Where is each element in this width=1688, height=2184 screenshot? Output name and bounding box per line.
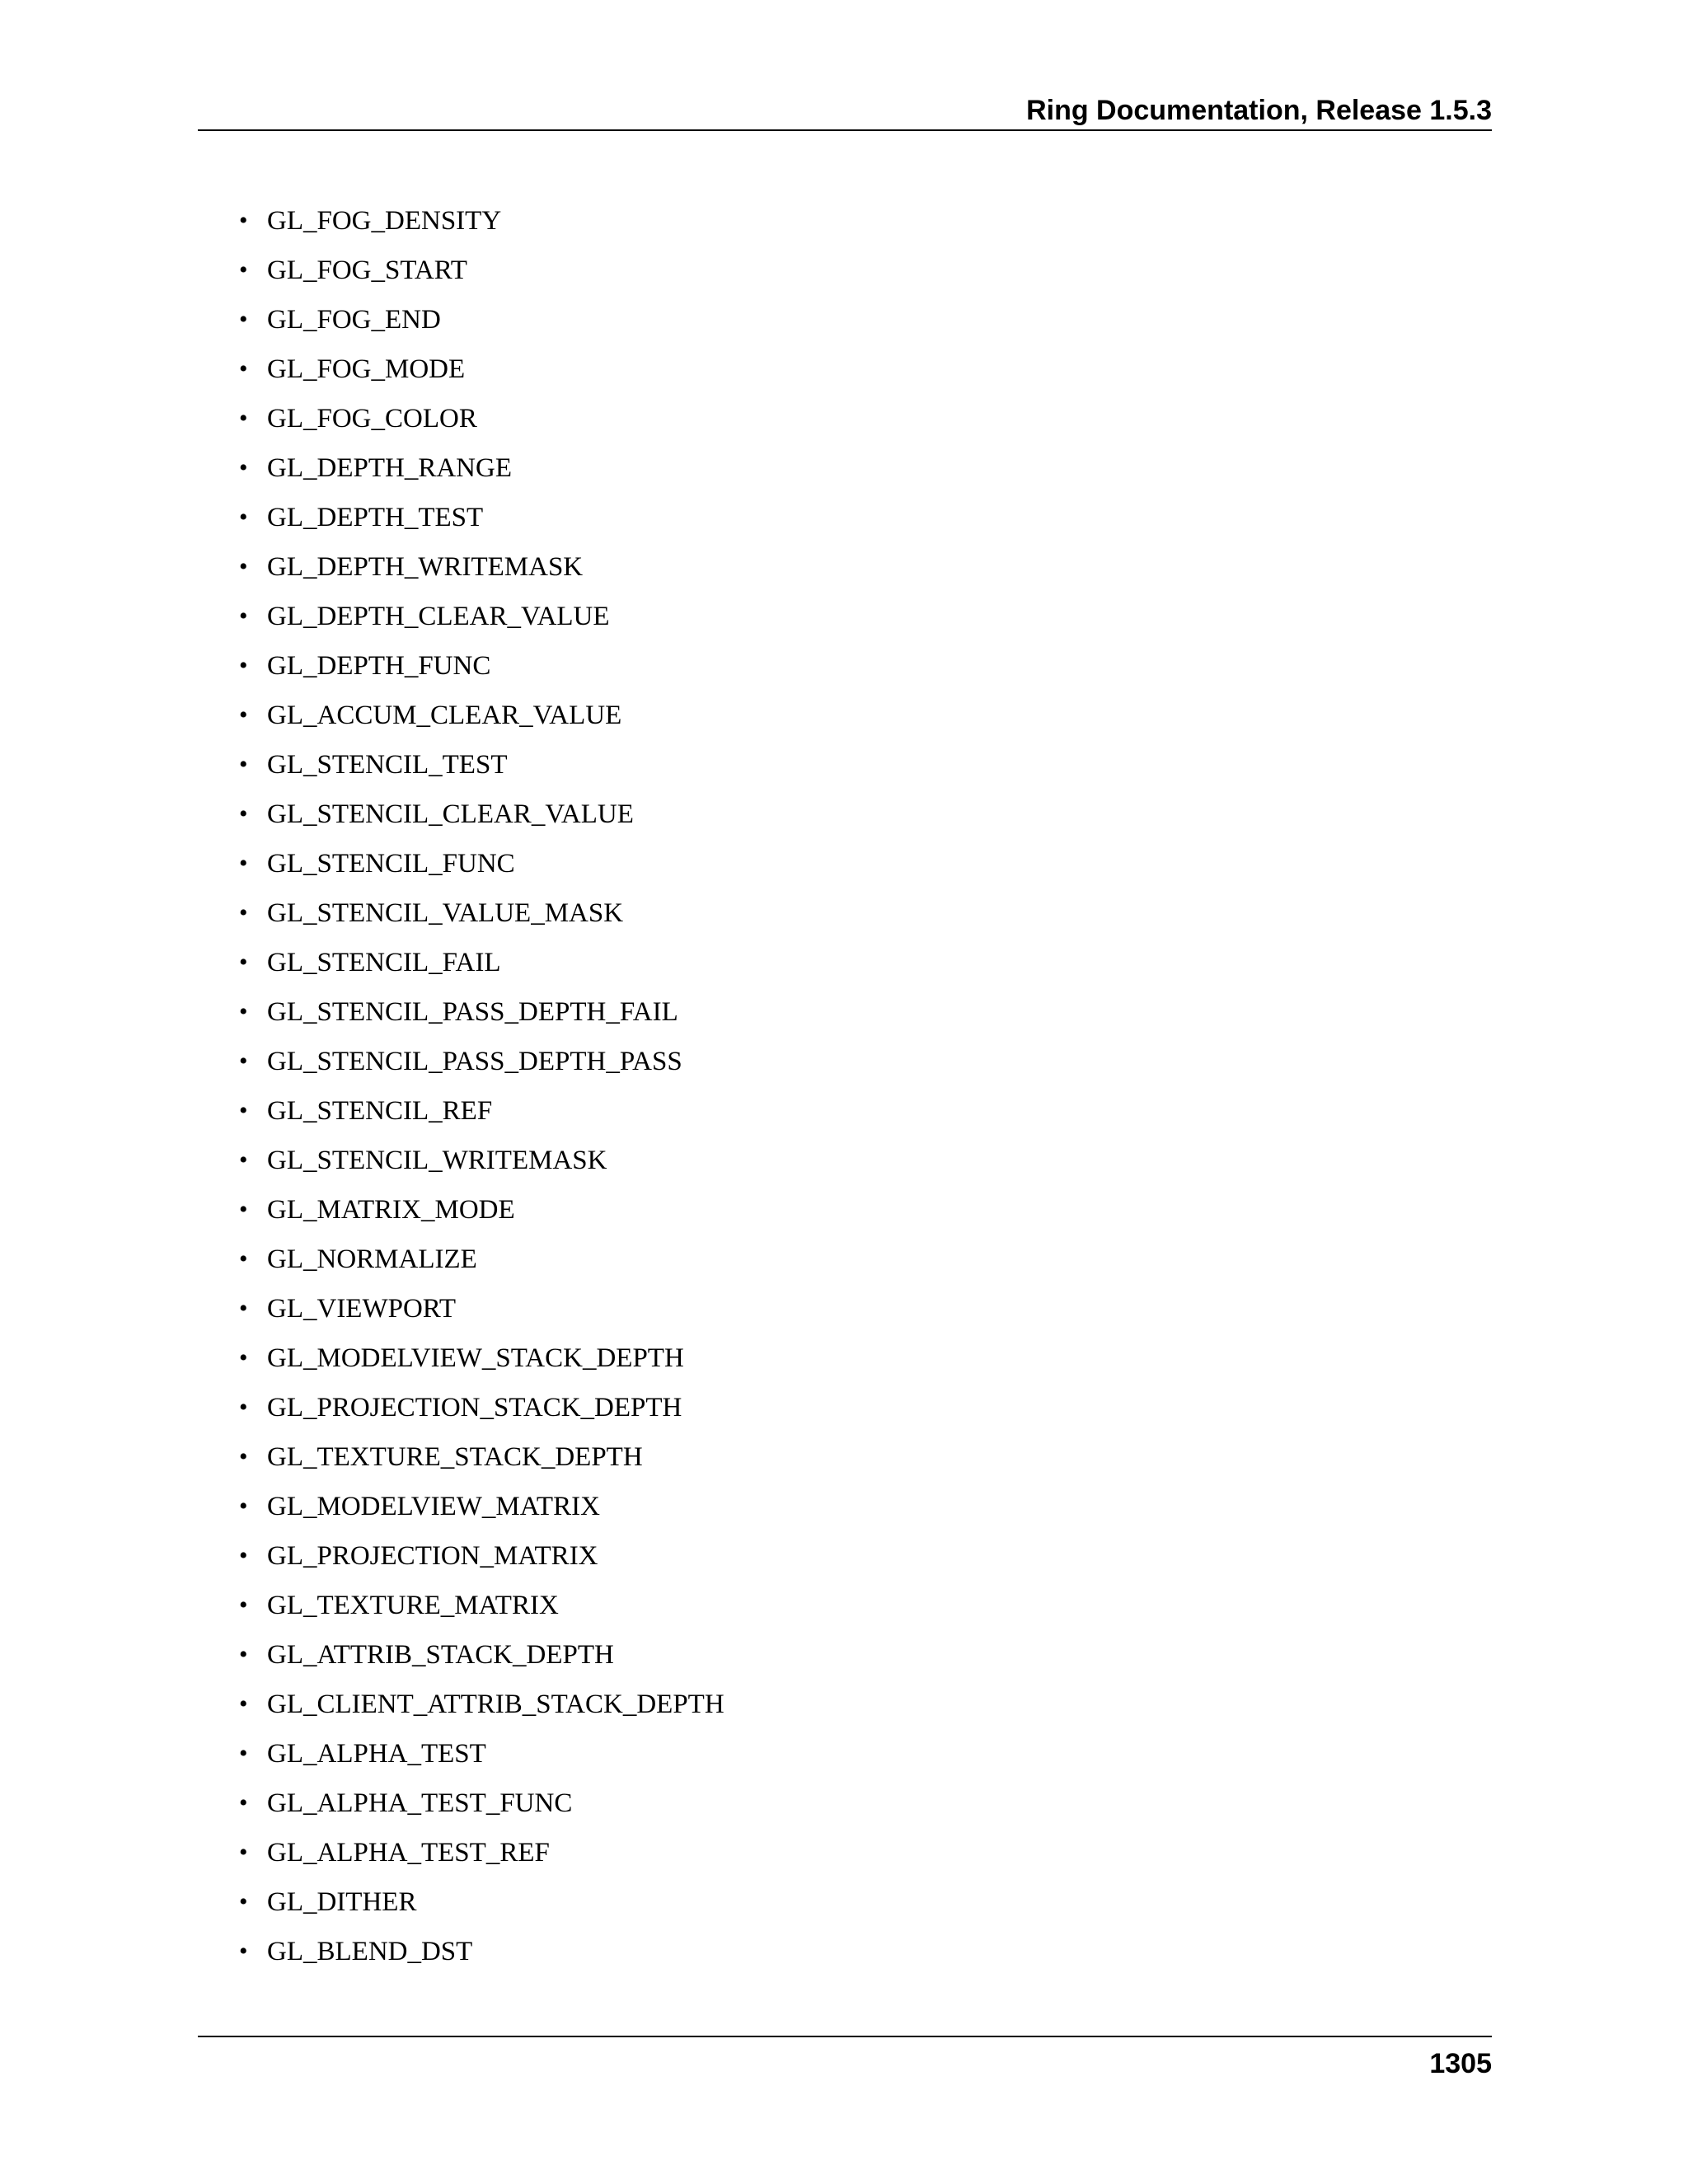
list-item — [239, 443, 1393, 493]
list-item-label: GL_DEPTH_TEST — [267, 503, 484, 532]
list-item-label: GL_MODELVIEW_MATRIX — [267, 1492, 600, 1521]
list-item-label: GL_STENCIL_REF — [267, 1096, 493, 1126]
list-item-label: GL_MODELVIEW_STACK_DEPTH — [267, 1343, 684, 1373]
bullet-icon: • — [239, 1641, 248, 1668]
list-item — [239, 888, 1393, 938]
list-item — [239, 1630, 1393, 1680]
header-divider — [198, 129, 1492, 131]
list-item-label: GL_ATTRIB_STACK_DEPTH — [267, 1640, 614, 1670]
bullet-icon: • — [239, 1344, 248, 1371]
bullet-icon: • — [239, 405, 248, 432]
page-header — [198, 91, 1492, 130]
list-item — [239, 1037, 1393, 1086]
list-item-label: GL_TEXTURE_MATRIX — [267, 1591, 559, 1620]
page-number: 1305 — [1429, 2048, 1492, 2079]
list-item — [239, 1482, 1393, 1531]
bullet-icon: • — [239, 1839, 248, 1866]
list-item — [239, 1779, 1393, 1828]
list-item — [239, 394, 1393, 443]
list-item — [239, 839, 1393, 888]
bullet-icon: • — [239, 998, 248, 1025]
bullet-icon: • — [239, 1295, 248, 1322]
list-item — [239, 1927, 1393, 1976]
bullet-icon: • — [239, 207, 248, 234]
list-item — [239, 1828, 1393, 1877]
list-item — [239, 1680, 1393, 1729]
list-item-label: GL_NORMALIZE — [267, 1244, 477, 1274]
list-item-label: GL_DEPTH_WRITEMASK — [267, 552, 584, 582]
list-item-label: GL_STENCIL_CLEAR_VALUE — [267, 799, 634, 829]
list-item — [239, 295, 1393, 344]
list-item-label: GL_FOG_END — [267, 305, 441, 335]
bullet-icon: • — [239, 504, 248, 531]
footer-divider — [198, 2036, 1492, 2037]
list-item-label: GL_FOG_MODE — [267, 354, 466, 384]
list-item — [239, 1185, 1393, 1235]
bullet-icon: • — [239, 1394, 248, 1421]
list-item — [239, 1136, 1393, 1185]
bullet-icon: • — [239, 1146, 248, 1174]
list-item — [239, 592, 1393, 641]
list-item-label: GL_STENCIL_PASS_DEPTH_FAIL — [267, 997, 678, 1027]
list-item-label: GL_PROJECTION_MATRIX — [267, 1541, 598, 1571]
bullet-icon: • — [239, 1690, 248, 1718]
list-item — [239, 1531, 1393, 1581]
list-item-label: GL_PROJECTION_STACK_DEPTH — [267, 1393, 682, 1422]
bullet-icon: • — [239, 1443, 248, 1470]
list-item — [239, 740, 1393, 790]
list-item-label: GL_STENCIL_TEST — [267, 750, 508, 780]
list-item-label: GL_STENCIL_PASS_DEPTH_PASS — [267, 1047, 682, 1076]
list-item — [239, 196, 1393, 246]
bullet-icon: • — [239, 850, 248, 877]
list-item — [239, 691, 1393, 740]
list-item-label: GL_DITHER — [267, 1887, 417, 1917]
list-item — [239, 987, 1393, 1037]
bullet-icon: • — [239, 1591, 248, 1619]
list-item-label: GL_BLEND_DST — [267, 1937, 473, 1966]
bullet-icon: • — [239, 256, 248, 284]
list-item — [239, 1383, 1393, 1432]
list-item-label: GL_STENCIL_VALUE_MASK — [267, 898, 624, 928]
bullet-icon: • — [239, 800, 248, 827]
list-item-label: GL_STENCIL_FAIL — [267, 948, 501, 977]
list-item — [239, 1333, 1393, 1383]
list-item-label: GL_ALPHA_TEST_FUNC — [267, 1788, 573, 1818]
bullet-icon: • — [239, 1740, 248, 1767]
list-item-label: GL_ACCUM_CLEAR_VALUE — [267, 701, 622, 730]
list-item-label: GL_STENCIL_WRITEMASK — [267, 1146, 607, 1175]
bullet-icon: • — [239, 1196, 248, 1223]
list-item-label: GL_ALPHA_TEST — [267, 1739, 486, 1769]
bullet-icon: • — [239, 1542, 248, 1569]
list-item — [239, 641, 1393, 691]
list-item — [239, 1432, 1393, 1482]
list-item-label: GL_FOG_START — [267, 255, 467, 285]
bullet-icon: • — [239, 1789, 248, 1816]
bullet-icon: • — [239, 899, 248, 926]
bullet-icon: • — [239, 949, 248, 976]
list-item — [239, 1581, 1393, 1630]
bullet-icon: • — [239, 306, 248, 333]
list-item — [239, 344, 1393, 394]
list-item — [239, 246, 1393, 295]
list-item-label: GL_VIEWPORT — [267, 1294, 456, 1324]
bullet-icon: • — [239, 355, 248, 382]
bullet-icon: • — [239, 602, 248, 630]
bullet-icon: • — [239, 1097, 248, 1124]
bullet-icon: • — [239, 553, 248, 580]
list-item — [239, 1729, 1393, 1779]
list-item — [239, 1086, 1393, 1136]
bullet-icon: • — [239, 652, 248, 679]
bullet-icon: • — [239, 701, 248, 729]
bullet-icon: • — [239, 1047, 248, 1075]
list-item — [239, 1284, 1393, 1333]
list-item-label: GL_ALPHA_TEST_REF — [267, 1838, 550, 1868]
constant-list — [239, 196, 1393, 1976]
list-item — [239, 542, 1393, 592]
bullet-icon: • — [239, 1888, 248, 1915]
document-title: Ring Documentation, Release 1.5.3 — [1026, 95, 1492, 126]
list-item-label: GL_DEPTH_RANGE — [267, 453, 512, 483]
list-item — [239, 1877, 1393, 1927]
list-item — [239, 790, 1393, 839]
list-item-label: GL_STENCIL_FUNC — [267, 849, 515, 879]
list-item-label: GL_FOG_COLOR — [267, 404, 477, 434]
list-item — [239, 1235, 1393, 1284]
list-item-label: GL_FOG_DENSITY — [267, 206, 502, 236]
list-item-label: GL_DEPTH_FUNC — [267, 651, 491, 681]
bullet-icon: • — [239, 1938, 248, 1965]
bullet-icon: • — [239, 1493, 248, 1520]
list-item — [239, 938, 1393, 987]
list-item-label: GL_CLIENT_ATTRIB_STACK_DEPTH — [267, 1690, 724, 1719]
bullet-icon: • — [239, 751, 248, 778]
list-item-label: GL_TEXTURE_STACK_DEPTH — [267, 1442, 643, 1472]
list-item-label: GL_MATRIX_MODE — [267, 1195, 515, 1225]
list-item-label: GL_DEPTH_CLEAR_VALUE — [267, 602, 610, 631]
list-item — [239, 493, 1393, 542]
bullet-icon: • — [239, 1245, 248, 1272]
bullet-icon: • — [239, 454, 248, 481]
